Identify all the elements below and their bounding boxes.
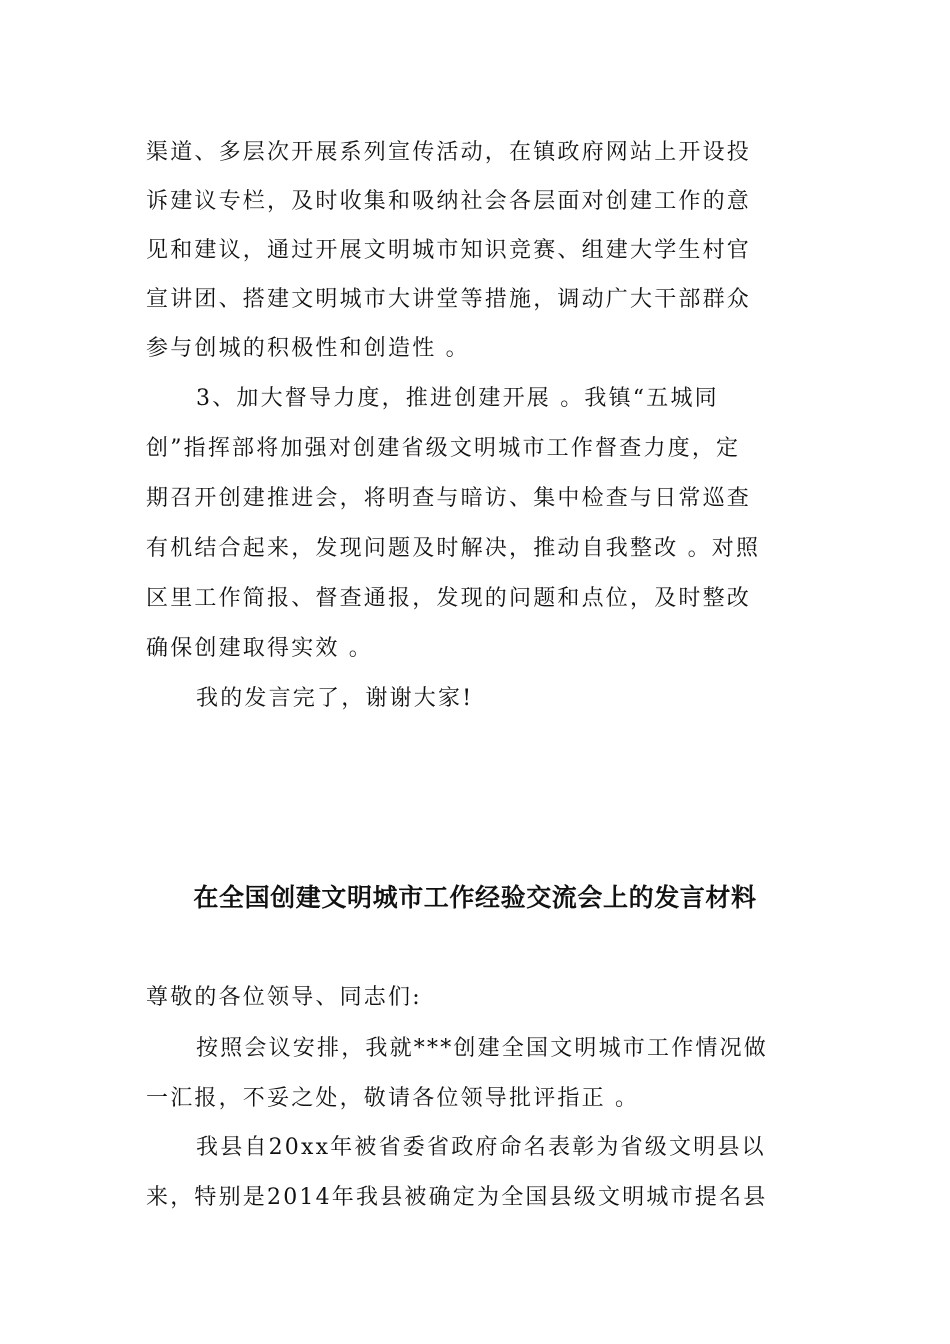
paragraph-line: 见和建议，通过开展文明城市知识竞赛、组建大学生村官 <box>146 238 752 263</box>
salutation: 尊敬的各位领导、同志们: <box>146 985 422 1010</box>
closing-remark: 我的发言完了，谢谢大家! <box>196 686 474 711</box>
item-3-heading-line: 3、加大督导力度，推进创建开展 。我镇“五城同 <box>196 386 719 411</box>
paragraph-line: 区里工作简报、督查通报，发现的问题和点位，及时整改 <box>146 586 752 611</box>
paragraph-line: 诉建议专栏，及时收集和吸纳社会各层面对创建工作的意 <box>146 189 752 214</box>
paragraph-line: 有机结合起来，发现问题及时解决，推动自我整改 。对照 <box>146 536 761 561</box>
paragraph-line: 渠道、多层次开展系列宣传活动，在镇政府网站上开设投 <box>146 140 752 165</box>
paragraph-line: 按照会议安排，我就***创建全国文明城市工作情况做 <box>196 1036 769 1061</box>
paragraph-line: 来，特别是2014年我县被确定为全国县级文明城市提名县 <box>146 1185 768 1210</box>
paragraph-line: 我县自20xx年被省委省政府命名表彰为省级文明县以 <box>196 1135 766 1160</box>
paragraph-line: 参与创城的积极性和创造性 。 <box>146 336 470 361</box>
paragraph-line: 确保创建取得实效 。 <box>146 636 373 661</box>
paragraph-line: 期召开创建推进会，将明查与暗访、集中检查与日常巡查 <box>146 486 752 511</box>
paragraph-line: 宣讲团、搭建文明城市大讲堂等措施，调动广大干部群众 <box>146 287 752 312</box>
section-title: 在全国创建文明城市工作经验交流会上的发言材料 <box>193 883 757 912</box>
paragraph-line: 创”指挥部将加强对创建省级文明城市工作督查力度，定 <box>146 436 741 461</box>
paragraph-line: 一汇报，不妥之处，敬请各位领导批评指正 。 <box>146 1086 640 1111</box>
